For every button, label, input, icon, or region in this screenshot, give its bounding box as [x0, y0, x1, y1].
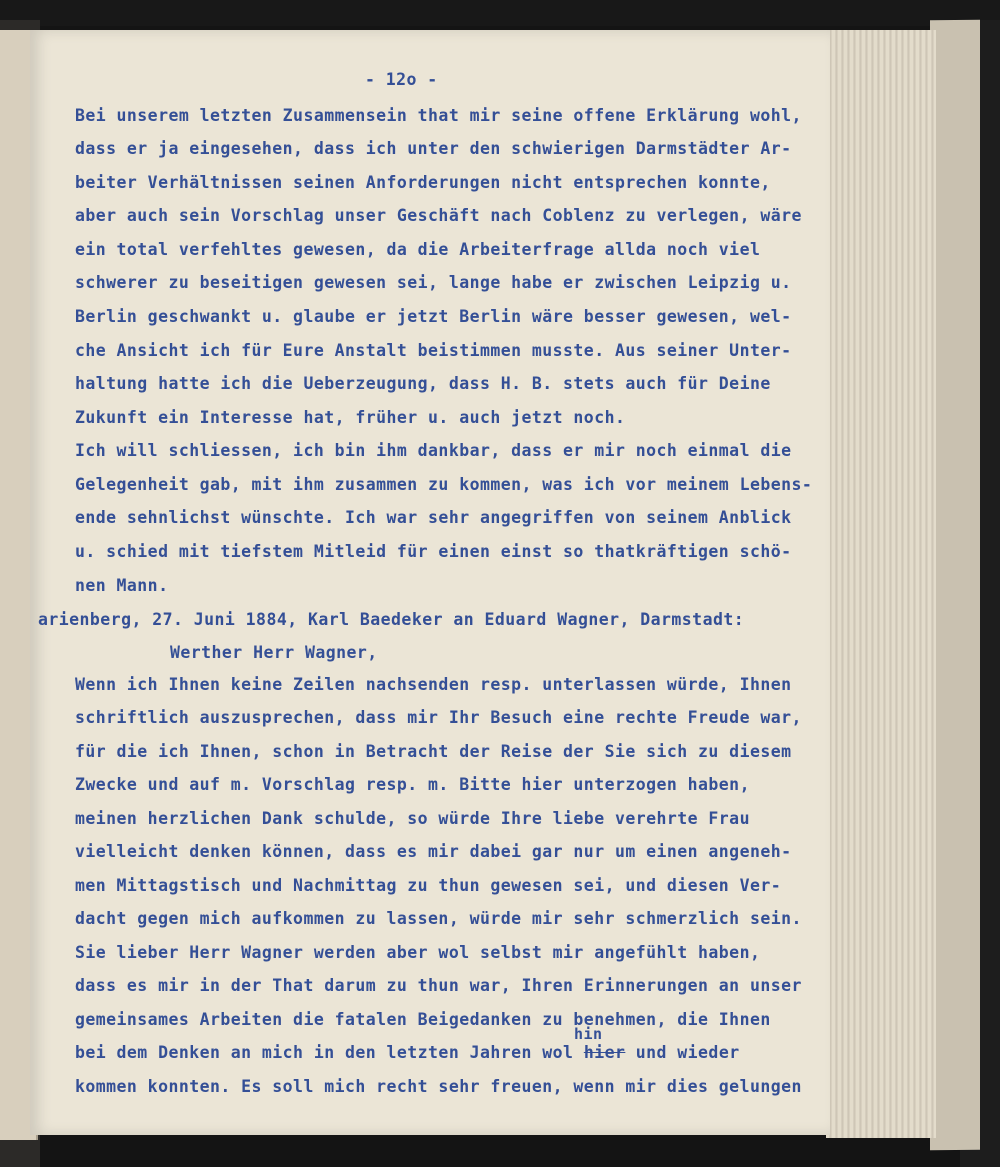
text-line: ein total verfehltes gewesen, da die Arbeiterfrage allda noch viel	[75, 240, 761, 259]
document-page	[30, 30, 830, 1135]
scanner-frame	[0, 0, 1000, 26]
text-line: schriftlich auszusprechen, dass mir Ihr Besuch eine rechte Freude war,	[75, 708, 802, 727]
handwritten-correction: hin	[574, 1025, 603, 1043]
text-line: meinen herzlichen Dank schulde, so würde Ihre liebe verehrte Frau	[75, 809, 750, 828]
book-cover-right	[930, 20, 980, 1150]
letter-heading: arienberg, 27. Juni 1884, Karl Baedeker an Eduard Wagner, Darmstadt:	[38, 610, 745, 629]
text-line: Bei unserem letzten Zusammensein that mir seine offene Erklärung wohl,	[75, 106, 802, 125]
text-line: gemeinsames Arbeiten die fatalen Beigedanken zu benehmen, die Ihnen	[75, 1010, 771, 1029]
text-line: Sie lieber Herr Wagner werden aber wol selbst mir angefühlt haben,	[75, 943, 761, 962]
text-line: vielleicht denken können, dass es mir dabei gar nur um einen angeneh-	[75, 842, 792, 861]
page-number: - 12o -	[365, 70, 438, 89]
text-line: kommen konnten. Es soll mich recht sehr freuen, wenn mir dies gelungen	[75, 1077, 802, 1096]
text-line: men Mittagstisch und Nachmittag zu thun gewesen sei, und diesen Ver-	[75, 876, 782, 895]
line-text-after: und wieder	[625, 1043, 740, 1062]
text-line-corrected	[75, 1043, 740, 1063]
text-line: dass er ja eingesehen, dass ich unter den schwierigen Darmstädter Ar-	[75, 139, 792, 158]
text-line: beiter Verhältnissen seinen Anforderungen nicht entsprechen konnte,	[75, 173, 771, 192]
text-line: u. schied mit tiefstem Mitleid für einen einst so thatkräftigen schö-	[75, 542, 792, 561]
line-text-before: bei dem Denken an mich in den letzten Jahren wol	[75, 1043, 584, 1062]
text-line: aber auch sein Vorschlag unser Geschäft nach Coblenz zu verlegen, wäre	[75, 206, 802, 225]
text-line: Gelegenheit gab, mit ihm zusammen zu kommen, was ich vor meinem Lebens-	[75, 475, 813, 494]
text-line: haltung hatte ich die Ueberzeugung, dass H. B. stets auch für Deine	[75, 374, 771, 393]
text-line: che Ansicht ich für Eure Anstalt beistimmen musste. Aus seiner Unter-	[75, 341, 792, 360]
salutation: Werther Herr Wagner,	[170, 643, 378, 662]
typewritten-text	[30, 30, 830, 1135]
text-line: Zwecke und auf m. Vorschlag resp. m. Bitte hier unterzogen haben,	[75, 775, 750, 794]
text-line: Ich will schliessen, ich bin ihm dankbar, dass er mir noch einmal die	[75, 441, 792, 460]
text-line: nen Mann.	[75, 576, 169, 595]
text-line: Berlin geschwankt u. glaube er jetzt Berlin wäre besser gewesen, wel-	[75, 307, 792, 326]
text-line: Zukunft ein Interesse hat, früher u. auch jetzt noch.	[75, 408, 626, 427]
text-line: für die ich Ihnen, schon in Betracht der Reise der Sie sich zu diesem	[75, 742, 792, 761]
text-line: Wenn ich Ihnen keine Zeilen nachsenden resp. unterlassen würde, Ihnen	[75, 675, 792, 694]
text-line: dass es mir in der That darum zu thun war, Ihren Erinnerungen an unser	[75, 976, 802, 995]
page-stack-edges	[826, 30, 936, 1138]
text-line: ende sehnlichst wünschte. Ich war sehr angegriffen von seinem Anblick	[75, 508, 792, 527]
struck-word: hier	[583, 1043, 626, 1062]
text-line: dacht gegen mich aufkommen zu lassen, würde mir sehr schmerzlich sein.	[75, 909, 802, 928]
text-line: schwerer zu beseitigen gewesen sei, lange habe er zwischen Leipzig u.	[75, 273, 792, 292]
